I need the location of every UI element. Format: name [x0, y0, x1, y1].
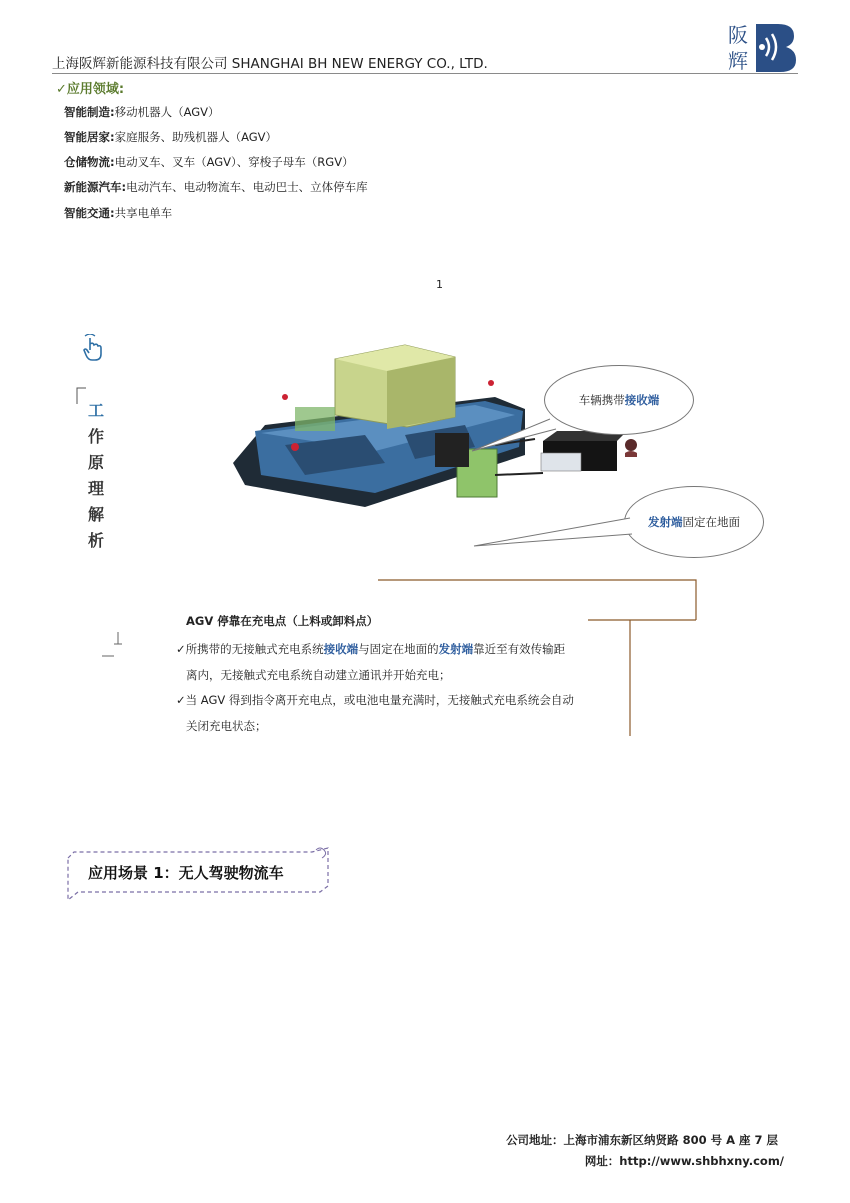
application-item: 新能源汽车:电动汽车、电动物流车、电动巴士、立体停车库 [64, 180, 368, 194]
company-website[interactable]: 网址：http://www.shbhxny.com/ [584, 1154, 784, 1168]
vertical-char: 解 [87, 505, 104, 524]
application-item: 仓储物流:电动叉车、叉车（AGV）、穿梭子母车（RGV） [64, 155, 354, 169]
logo-char-bottom: 辉 [728, 49, 748, 73]
receiver-callout-pointer [470, 415, 560, 455]
receiver-callout: 车辆携带 接收端 [544, 365, 694, 435]
application-item: 智能制造:移动机器人（AGV） [64, 105, 220, 119]
vertical-char: 理 [87, 479, 104, 498]
hand-pointer-icon [82, 334, 104, 366]
application-item: 智能居家:家庭服务、助残机器人（AGV） [64, 130, 278, 144]
vertical-char: 原 [87, 453, 104, 472]
description-line: ✓所携带的无接触式充电系统接收端与固定在地面的发射端靠近至有效传输距 [176, 642, 566, 656]
emitter-callout: 发射端 固定在地面 [624, 486, 764, 558]
vertical-char: 作 [87, 427, 104, 446]
vertical-char: 工 [87, 401, 104, 420]
company-address: 公司地址：上海市浦东新区纳贤路 800 号 A 座 7 层 [506, 1133, 778, 1147]
principle-vertical-title [86, 398, 106, 554]
logo-icon [726, 20, 798, 74]
cursor-mark [100, 630, 124, 660]
description-line: 关闭充电状态； [186, 719, 267, 733]
description-line: 离内，无接触式充电系统自动建立通讯并开始充电； [186, 668, 451, 682]
emitter-callout-pointer [470, 512, 640, 552]
description-title: AGV 停靠在充电点（上料或卸料点） [186, 614, 379, 628]
applications-title: ✓应用领域: [56, 82, 125, 97]
logo-char-top: 阪 [728, 23, 748, 47]
description-frame [370, 572, 710, 742]
page-number: 1 [436, 278, 443, 291]
application-item: 智能交通:共享电单车 [64, 206, 173, 220]
company-name: 上海阪辉新能源科技有限公司 SHANGHAI BH NEW ENERGY CO., LTD. [52, 56, 488, 72]
header-divider [52, 73, 798, 74]
company-logo [726, 20, 798, 74]
scene-title: 应用场景 1：无人驾驶物流车 [88, 864, 284, 882]
description-line: ✓当 AGV 得到指令离开充电点，或电池电量充满时，无接触式充电系统会自动 [176, 693, 574, 707]
vertical-char: 析 [87, 531, 104, 550]
